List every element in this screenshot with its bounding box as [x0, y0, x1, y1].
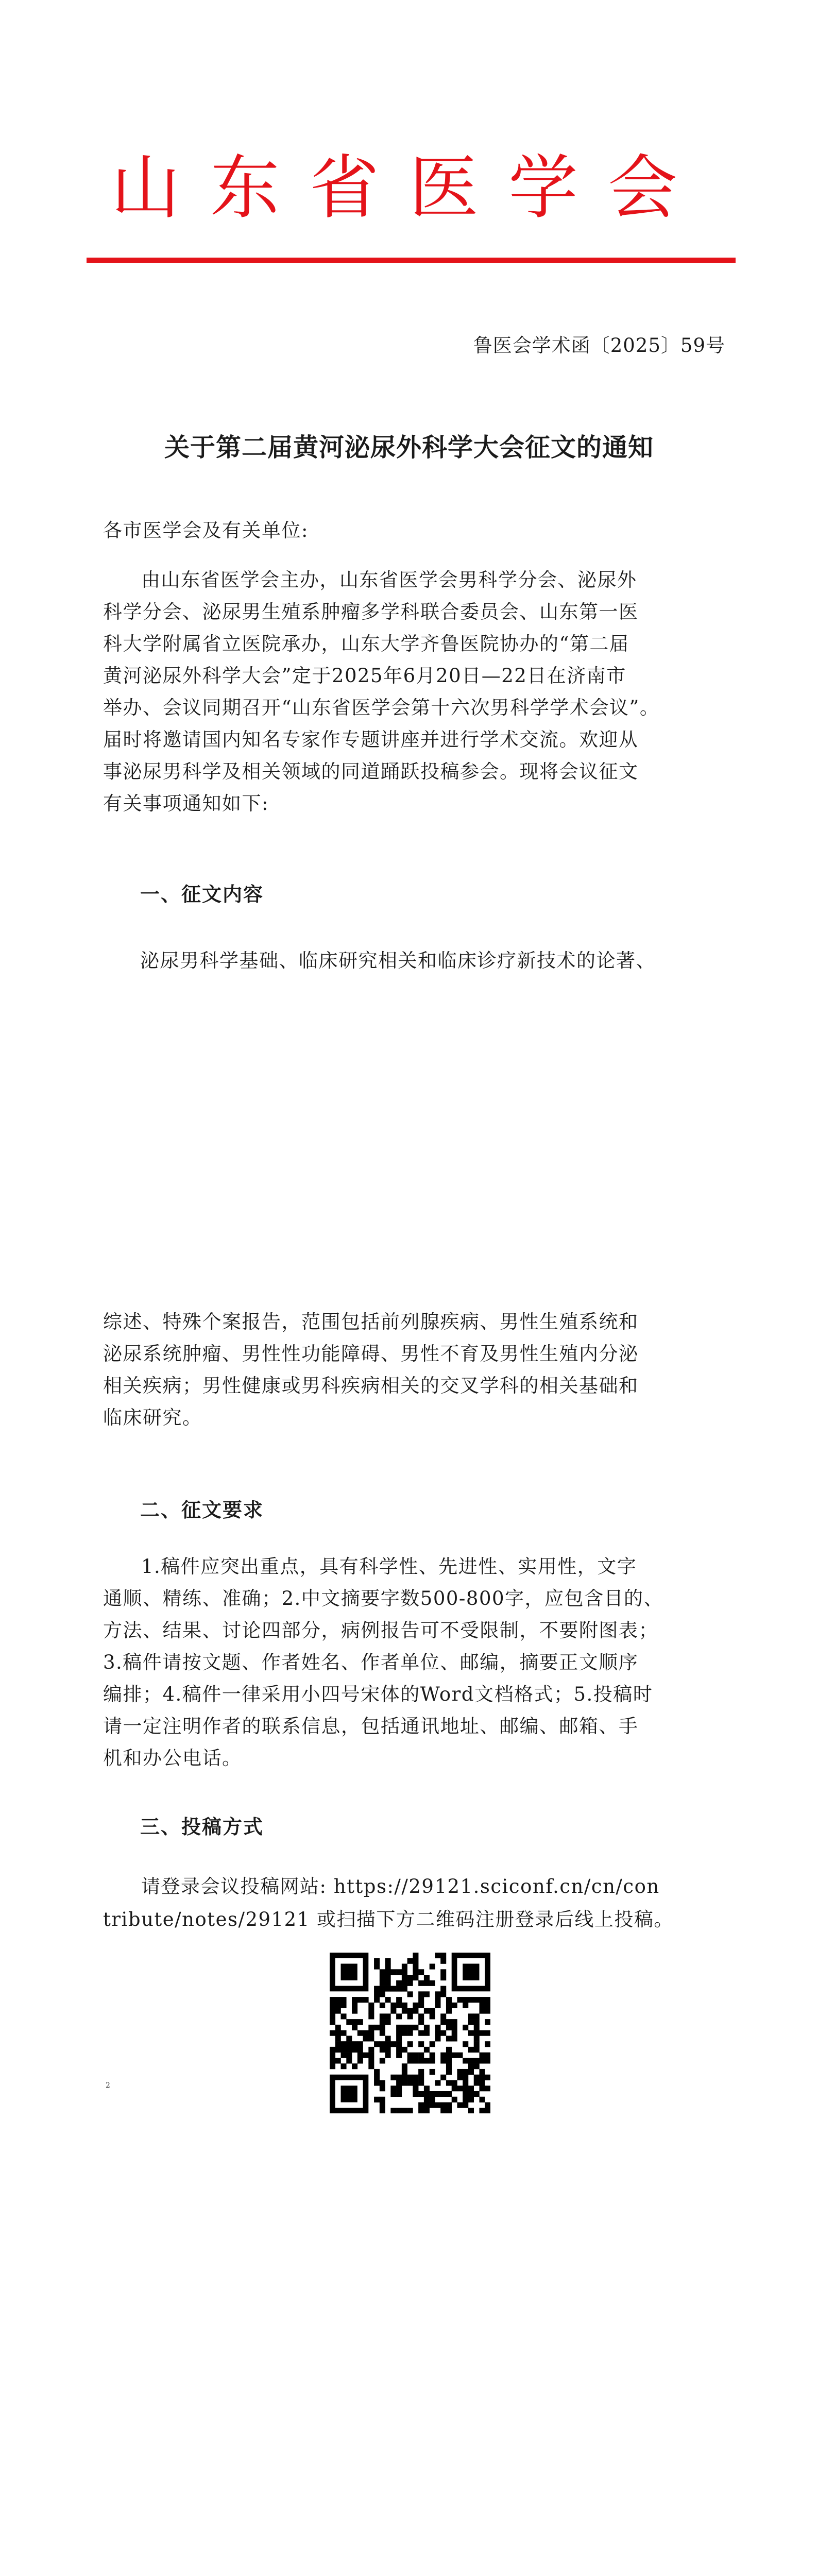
section3-line: 请登录会议投稿网站: https://29121.sciconf.cn/cn/con: [141, 1875, 660, 1897]
document-number: 鲁医会学术函〔2025〕59号: [473, 334, 725, 357]
section3-paragraph: [103, 1870, 674, 1936]
intro-line: 事泌尿男科学及相关领域的同道踊跃投稿参会。现将会议征文: [103, 760, 639, 783]
section2-line: 编排；4.稿件一律采用小四号宋体的Word文档格式；5.投稿时: [103, 1683, 653, 1705]
section1-paragraph-continued: [103, 1306, 639, 1434]
section3-line: tribute/notes/29121 或扫描下方二维码注册登录后线上投稿。: [103, 1908, 674, 1930]
section2-line: 1.稿件应突出重点，具有科学性、先进性、实用性，文字: [141, 1555, 637, 1578]
red-divider: [87, 258, 736, 263]
intro-line: 举办、会议同期召开“山东省医学会第十六次男科学学术会议”。: [103, 697, 660, 719]
page-number: 2: [106, 2081, 110, 2090]
section-heading-submission: 三、投稿方式: [140, 1815, 264, 1838]
section1-line: 综述、特殊个案报告，范围包括前列腺疾病、男性生殖系统和: [103, 1311, 639, 1333]
section2-line: 3.稿件请按文题、作者姓名、作者单位、邮编，摘要正文顺序: [103, 1651, 639, 1673]
section1-line: 临床研究。: [103, 1406, 202, 1429]
section-heading-content: 一、征文内容: [140, 883, 264, 906]
section-heading-requirements: 二、征文要求: [140, 1498, 264, 1521]
section1-line: 相关疾病；男性健康或男科疾病相关的交叉学科的相关基础和: [103, 1375, 639, 1397]
salutation: 各市医学会及有关单位:: [103, 519, 309, 541]
section2-line: 请一定注明作者的联系信息，包括通讯地址、邮编、邮箱、手: [103, 1715, 639, 1737]
section2-line: 通顺、精练、准确；2.中文摘要字数500-800字，应包含目的、: [103, 1587, 664, 1609]
section1-line: 泌尿系统肿瘤、男性性功能障碍、男性不育及男性生殖内分泌: [103, 1343, 639, 1365]
section2-line: 机和办公电话。: [103, 1747, 242, 1769]
submission-qr-code[interactable]: [330, 1953, 490, 2113]
document-title: 关于第二届黄河泌尿外科学大会征文的通知: [164, 432, 654, 462]
org-title: 山东省医学会: [111, 147, 707, 228]
intro-line: 届时将邀请国内知名专家作专题讲座并进行学术交流。欢迎从: [103, 728, 639, 751]
intro-line: 有关事项通知如下:: [103, 792, 269, 815]
intro-line: 科学分会、泌尿男生殖系肿瘤多学科联合委员会、山东第一医: [103, 601, 639, 623]
section1-line: 泌尿男科学基础、临床研究相关和临床诊疗新技术的论著、: [140, 950, 656, 972]
intro-line: 由山东省医学会主办，山东省医学会男科学分会、泌尿外: [141, 569, 637, 591]
intro-line: 科大学附属省立医院承办，山东大学齐鲁医院协办的“第二届: [103, 633, 629, 655]
intro-paragraph: [103, 564, 659, 820]
section2-line: 方法、结果、讨论四部分，病例报告可不受限制，不要附图表；: [103, 1619, 658, 1641]
intro-line: 黄河泌尿外科学大会”定于2025年6月20日—22日在济南市: [103, 665, 626, 687]
section2-paragraph: [103, 1551, 663, 1774]
